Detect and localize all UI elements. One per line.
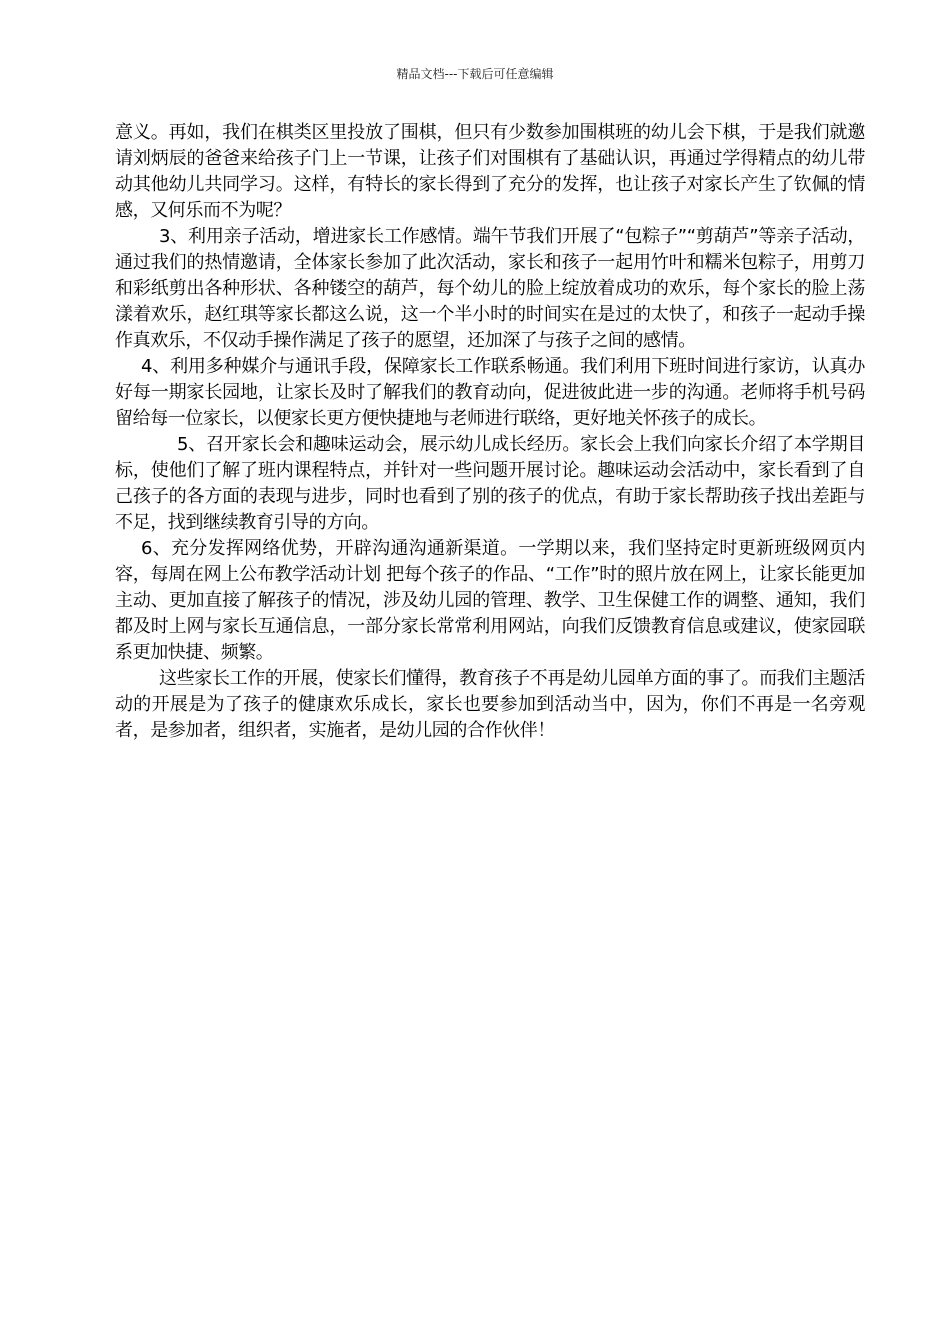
paragraph-parent-meeting: 5、召开家长会和趣味运动会，展示幼儿成长经历。家长会上我们向家长介绍了本学期目标，使他们了解了班内课程特点，并针对一些问题开展讨论。趣味运动会活动中，家长看到了自己孩子的各方面的表现与进步，同时也看到了别的孩子的优点，有助于家长帮助孩子找出差距与不足，找到继续教育引导的方向。 [115, 434, 865, 533]
paragraph-parent-child-activity: 3、利用亲子活动，增进家长工作感情。端午节我们开展了“包粽子”“剪葫芦”等亲子活动，通过我们的热情邀请，全体家长参加了此次活动，家长和孩子一起用竹叶和糯米包粽子，用剪刀和彩纸剪出各种形状、各种镂空的葫芦，每个幼儿的脸上绽放着成功的欢乐，每个家长的脸上荡漾着欢乐，赵红琪等家长都这么说，这一个半小时的时间实在是过的太快了，和孩子一起动手操作真欢乐，不仅动手操作满足了孩子的愿望，还加深了与孩子之间的感情。 [115, 226, 865, 351]
page-header: 精品文档---下载后可任意编辑 [396, 67, 554, 81]
paragraph-conclusion: 这些家长工作的开展，使家长们懂得，教育孩子不再是幼儿园单方面的事了。而我们主题活动的开展是为了孩子的健康欢乐成长，家长也要参加到活动当中，因为，你们不再是一名旁观者，是参加者，组织者，实施者，是幼儿园的合作伙伴！ [115, 668, 865, 741]
paragraph-network-advantage: 6、充分发挥网络优势，开辟沟通沟通新渠道。一学期以来，我们坚持定时更新班级网页内容，每周在网上公布教学活动计划 把每个孩子的作品、“工作”时的照片放在网上，让家长能更加主动、更加直接了解孩子的情况，涉及幼儿园的管理、教学、卫生保健工作的调整、通知，我们都及时上网与家长互通信息，一部分家长常常利用网站，向我们反馈教育信息或建议，使家园联系更加快捷、频繁。 [115, 538, 865, 663]
paragraph-communication-channels: 4、利用多种媒介与通讯手段，保障家长工作联系畅通。我们利用下班时间进行家访，认真办好每一期家长园地，让家长及时了解我们的教育动向，促进彼此进一步的沟通。老师将手机号码留给每一位家长，以便家长更方便快捷地与老师进行联络，更好地关怀孩子的成长。 [115, 356, 865, 429]
paragraph-go-class: 意义。再如，我们在棋类区里投放了围棋，但只有少数参加围棋班的幼儿会下棋，于是我们就邀请刘炳辰的爸爸来给孩子门上一节课，让孩子们对围棋有了基础认识，再通过学得精点的幼儿带动其他幼儿共同学习。这样，有特长的家长得到了充分的发挥，也让孩子对家长产生了钦佩的情感，又何乐而不为呢？ [115, 122, 865, 221]
document-body [115, 120, 865, 744]
